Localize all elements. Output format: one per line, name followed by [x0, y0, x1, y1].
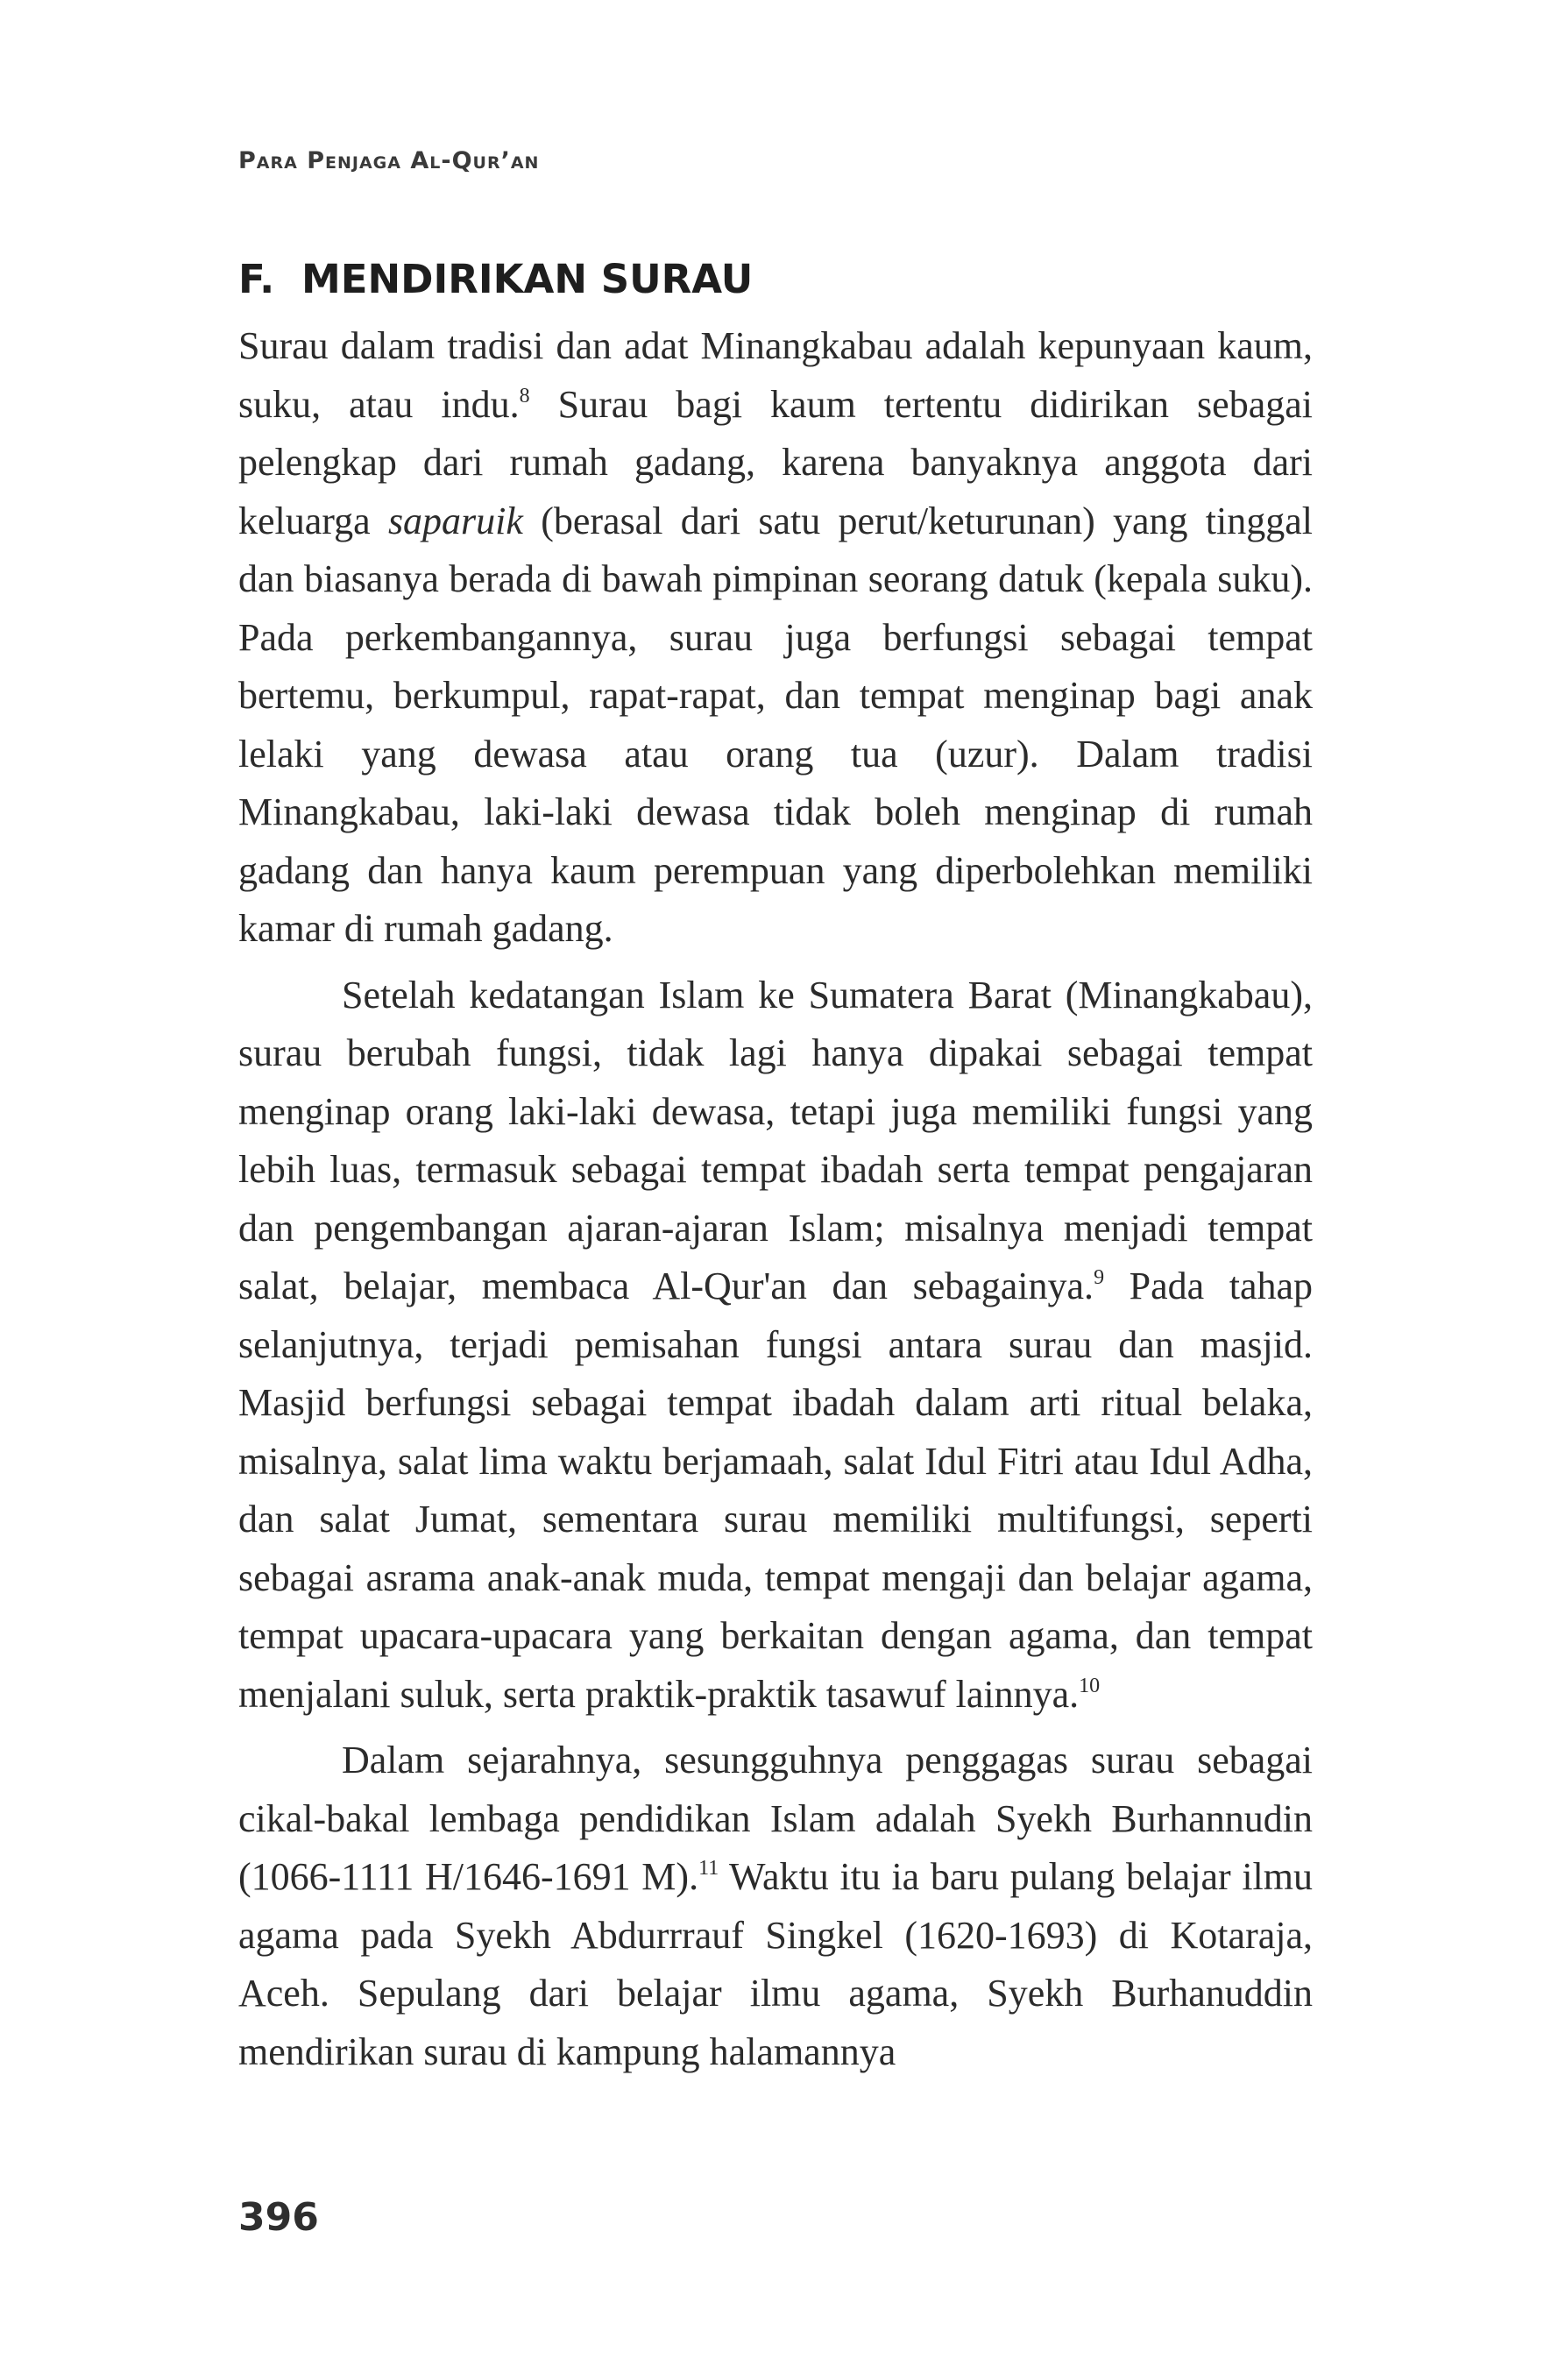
section-heading [238, 256, 753, 302]
page-number: 396 [238, 2195, 319, 2240]
paragraph-3-text-a: Dalam sejarahnya, sesungguhnya penggagas surau sebagai cikal-bakal lembaga pendidikan Islam adalah Syekh Burhannudin (1066-1111 H/1646-1691 M). [238, 1739, 1313, 1898]
paragraph-1-text-a: Surau dalam tradisi dan adat Minangkabau adalah kepunyaan kaum, suku, atau indu. [238, 324, 1313, 426]
paragraph-3-text-b: Waktu itu ia baru pulang belajar ilmu agama pada Syekh Abdurrrauf Singkel (1620-1693) di Kotaraja, Aceh. Sepulang dari belajar ilmu agama, Syekh Burhanuddin mendirikan surau di kampung halamannya [238, 1855, 1313, 2073]
body-text [238, 317, 1313, 2081]
paragraph-3 [238, 1732, 1313, 2081]
paragraph-2-text-b: Pada tahap selanjutnya, terjadi pemisahan fungsi antara surau dan masjid. Masjid berfungsi sebagai tempat ibadah dalam arti ritual belaka, misalnya, salat lima waktu berjamaah, salat Idul Fitri atau Idul Adha, dan salat Jumat, sementara surau memiliki multifungsi, seperti sebagai asrama anak-anak muda, tempat mengaji dan belajar agama, tempat upacara-upacara yang berkaitan dengan agama, dan tempat menjalani suluk, serta praktik-praktik tasawuf lainnya. [238, 1264, 1314, 1716]
footnote-ref-10[interactable]: 10 [1079, 1674, 1101, 1697]
paragraph-1 [238, 317, 1313, 959]
section-letter: F. [238, 256, 275, 302]
paragraph-1-text-b: Surau bagi kaum tertentu didirikan sebagai pelengkap dari rumah gadang, karena banyaknya anggota dari keluarga [238, 382, 1313, 542]
running-head: Para Penjaga Al-Qur’an [238, 147, 540, 174]
italic-term: saparuik [387, 499, 523, 542]
paragraph-1-text-c: (berasal dari satu perut/keturunan) yang tinggal dan biasanya berada di bawah pimpinan seorang datuk (kepala suku). Pada perkembangannya, surau juga berfungsi sebagai tempat bertemu, berkumpul, rapat-rapat, dan tempat menginap bagi anak lelaki yang dewasa atau orang tua (uzur). Dalam tradisi Minangkabau, laki-laki dewasa tidak boleh menginap di rumah gadang dan hanya kaum perempuan yang diperbolehkan memiliki kamar di rumah gadang. [238, 499, 1313, 950]
paragraph-2 [238, 967, 1313, 1725]
paragraph-2-text-a: Setelah kedatangan Islam ke Sumatera Barat (Minangkabau), surau berubah fungsi, tidak lagi hanya dipakai sebagai tempat menginap orang laki-laki dewasa, tetapi juga memiliki fungsi yang lebih luas, termasuk sebagai tempat ibadah serta tempat pengajaran dan pengembangan ajaran-ajaran Islam; misalnya menjadi tempat salat, belajar, membaca Al-Qur'an dan sebagainya. [238, 973, 1313, 1307]
footnote-ref-8[interactable]: 8 [519, 384, 530, 407]
section-title: MENDIRIKAN SURAU [301, 256, 754, 302]
footnote-ref-9[interactable]: 9 [1094, 1266, 1105, 1289]
footnote-ref-11[interactable]: 11 [698, 1857, 719, 1880]
